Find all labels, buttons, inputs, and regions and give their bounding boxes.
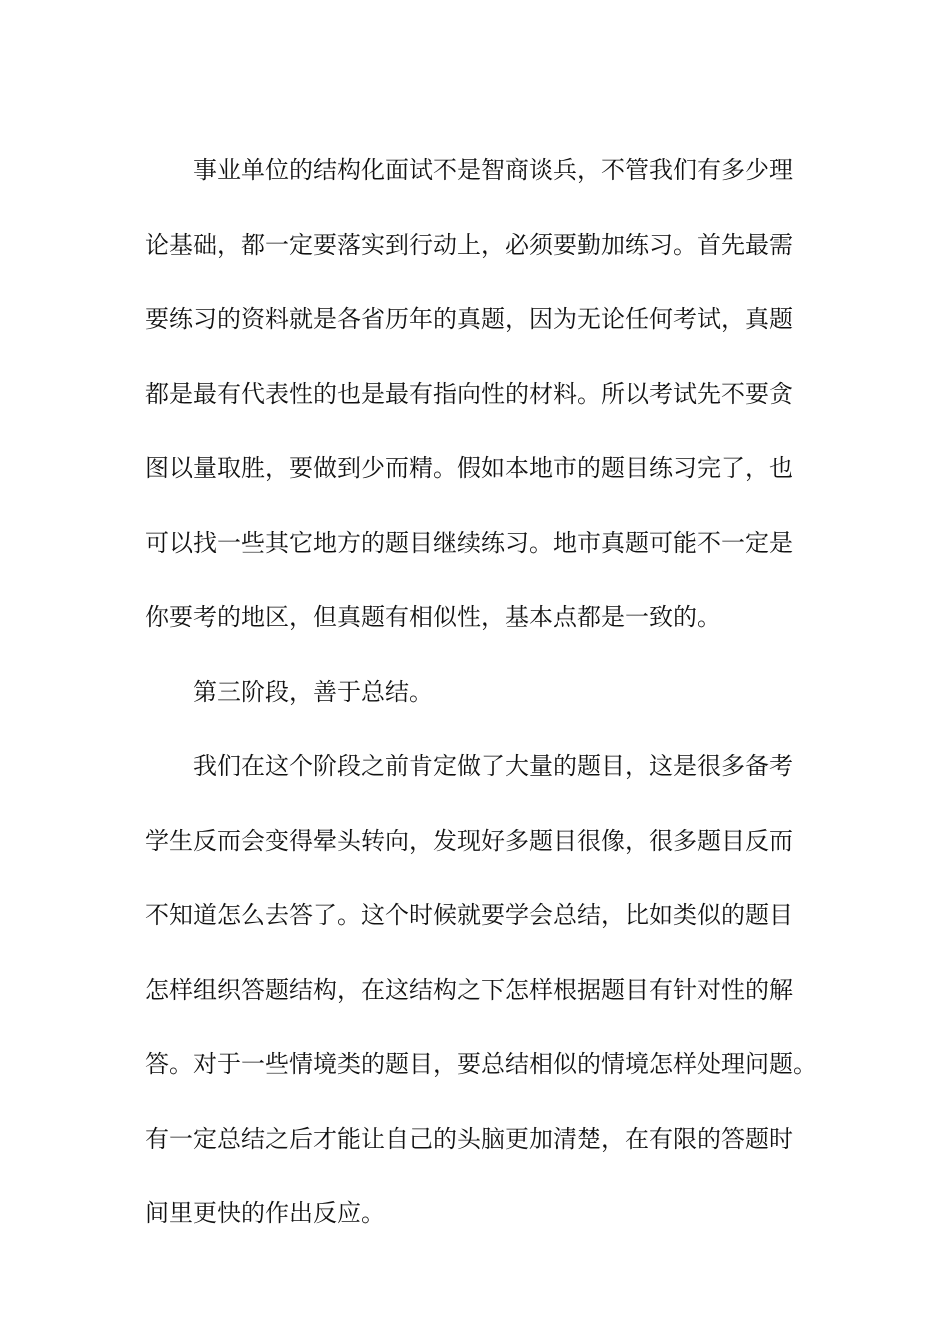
text-line: 不知道怎么去答了。这个时候就要学会总结，比如类似的题目 (145, 901, 793, 929)
text-line: 答。对于一些情境类的题目，要总结相似的情境怎样处理问题。 (145, 1050, 817, 1078)
text-line: 有一定总结之后才能让自己的头脑更加清楚，在有限的答题时 (145, 1124, 793, 1153)
text-line: 间里更快的作出反应。 (145, 1199, 385, 1227)
paragraph-practice (145, 133, 805, 655)
paragraph-stage-heading (145, 655, 805, 730)
paragraph-summary (145, 729, 817, 1251)
text-line: 可以找一些其它地方的题目继续练习。地市真题可能不一定是 (145, 528, 793, 557)
text-line: 要练习的资料就是各省历年的真题，因为无论任何考试，真题 (145, 305, 793, 333)
text-line: 都是最有代表性的也是最有指向性的材料。所以考试先不要贪 (145, 379, 793, 408)
text-line: 图以量取胜，要做到少而精。假如本地市的题目练习完了，也 (145, 454, 793, 482)
text-line: 你要考的地区，但真题有相似性，基本点都是一致的。 (145, 603, 721, 631)
text-line: 学生反而会变得晕头转向，发现好多题目很像，很多题目反而 (145, 826, 793, 855)
text-line: 论基础，都一定要落实到行动上，必须要勤加练习。首先最需 (145, 230, 793, 259)
body-text (145, 133, 817, 1251)
text-line: 怎样组织答题结构，在这结构之下怎样根据题目有针对性的解 (145, 975, 793, 1004)
stage-heading: 第三阶段，善于总结。 (193, 677, 433, 706)
text-line: 我们在这个阶段之前肯定做了大量的题目，这是很多备考 (193, 752, 793, 780)
text-line: 事业单位的结构化面试不是智商谈兵，不管我们有多少理 (193, 156, 793, 184)
